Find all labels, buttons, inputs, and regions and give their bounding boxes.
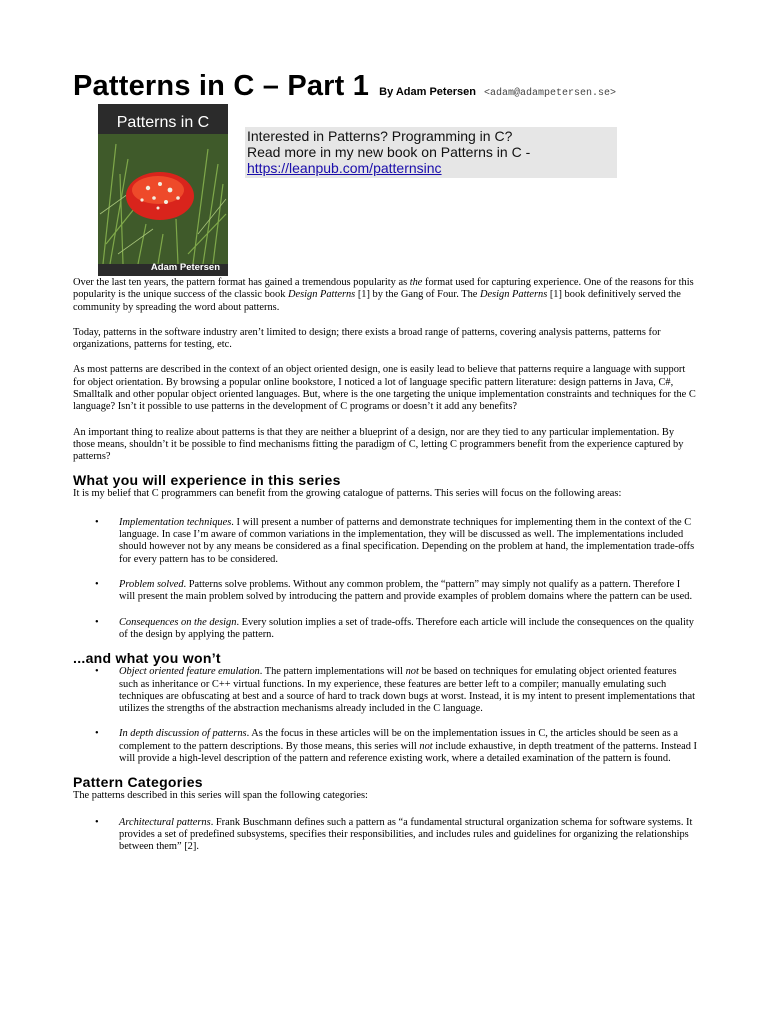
book-link[interactable]: https://leanpub.com/patternsinc: [247, 160, 442, 176]
section-heading-experience: What you will experience in this series: [73, 471, 341, 488]
cover-author: Adam Petersen: [150, 262, 220, 273]
author-email: <adam@adampetersen.se>: [483, 88, 616, 99]
book-cover[interactable]: [98, 104, 228, 276]
author-byline: By Adam Petersen: [379, 86, 476, 98]
section-lead-categories: The patterns described in this series will span the following categories:: [73, 790, 368, 802]
article-body: [73, 277, 697, 867]
section-lead-experience: It is my belief that C programmers can benefit from the growing catalogue of patterns. This series will focus on the following areas:: [73, 487, 622, 499]
intro-paragraph-1: Over the last ten years, the pattern format has gained a tremendous popularity as the format used for capturing experience. One of the reasons for this popularity is the unique success of the classic book Design Patterns [1] by the Gang of Four. The Design Patterns [1] book definitively served the community by spreading the word about patterns.: [73, 277, 694, 313]
experience-list: [73, 517, 697, 641]
section-heading-wont: ...and what you won’t: [73, 650, 221, 667]
promo-line-1: Interested in Patterns? Programming in C?: [247, 128, 513, 144]
cover-title: Patterns in C: [116, 114, 210, 131]
section-heading-categories: Pattern Categories: [73, 774, 203, 791]
page-title: Patterns in C – Part 1: [73, 70, 370, 102]
list-item: • Object oriented feature emulation. The pattern implementations will not be based on techniques for emulating object oriented features such as inheritance or C++ virtual functions. In my experience, these features are better left to a compiler; manually emulating such techniques are obfuscating at best and a source of hard to track down bugs at worst. Instead, it is my intent to present implementations that utilizes the strengths of the abstraction mechanisms already included in the C language.: [95, 666, 695, 715]
list-item: • Architectural patterns. Frank Buschmann defines such a pattern as “a fundamental structural organization schema for software systems. It provides a set of predefined subsystems, specifies their responsibilities, and includes rules and guidelines for organizing the relationships between them” [2].: [95, 816, 693, 853]
promo-box: [245, 127, 617, 178]
categories-list: [73, 817, 697, 854]
intro-paragraph-4: An important thing to realize about patterns is that they are neither a blueprint of a design, nor are they tied to any particular implementation. By those means, shouldn’t it be possible to find mechanisms fitting the paradigm of C, letting C programmers benefit from the experience captured by patterns?: [73, 426, 684, 463]
list-item: • Implementation techniques. I will present a number of patterns and demonstrate techniques for implementing them in the context of the C language. In case I’m aware of common variations in the implementation, they will be discussed as well. The implementations included should however not by any means be considered as a final specification. Depending on the problem at hand, the implementation trade-offs for every pattern has to be considered.: [95, 516, 695, 565]
list-item: • Consequences on the design. Every solution implies a set of trade-offs. Therefore each article will include the consequences on the quality of the design by applying the pattern.: [95, 616, 694, 640]
intro-paragraph-3: As most patterns are described in the context of an object oriented design, one is easily lead to believe that patterns require a language with support for object orientation. By browsing a popular online bookstore, I noticed a lot of language specific pattern literature: design patterns in Java, C#, Smalltalk and other popular object oriented languages. But, where is the one targeting the unique implementation constraints and techniques for the C language? Isn’t it possible to use patterns in the development of C programs or doesn’t it add any benefits?: [73, 364, 696, 413]
promo-line-2: Read more in my new book on Patterns in C -: [247, 144, 531, 160]
list-item: • In depth discussion of patterns. As the focus in these articles will be on the implementation issues in C, the articles should be seen as a complement to the pattern descriptions. By those means, this series will not include exhaustive, in depth treatment of the patterns. Instead I will provide a high-level description of the pattern and reference existing work, where a detailed examination of the pattern is found.: [95, 728, 697, 765]
wont-list: [73, 666, 697, 765]
intro-paragraph-2: Today, patterns in the software industry aren’t limited to design; there exists a broad range of patterns, covering analysis patterns, patterns for organizations, patterns for testing, etc.: [73, 326, 661, 351]
title-row: [73, 70, 616, 103]
list-item: • Problem solved. Patterns solve problems. Without any common problem, the “pattern” may simply not qualify as a pattern. Therefore I will present the main problem solved by introducing the pattern and provide examples of problem domains where the pattern can be used.: [95, 579, 693, 603]
